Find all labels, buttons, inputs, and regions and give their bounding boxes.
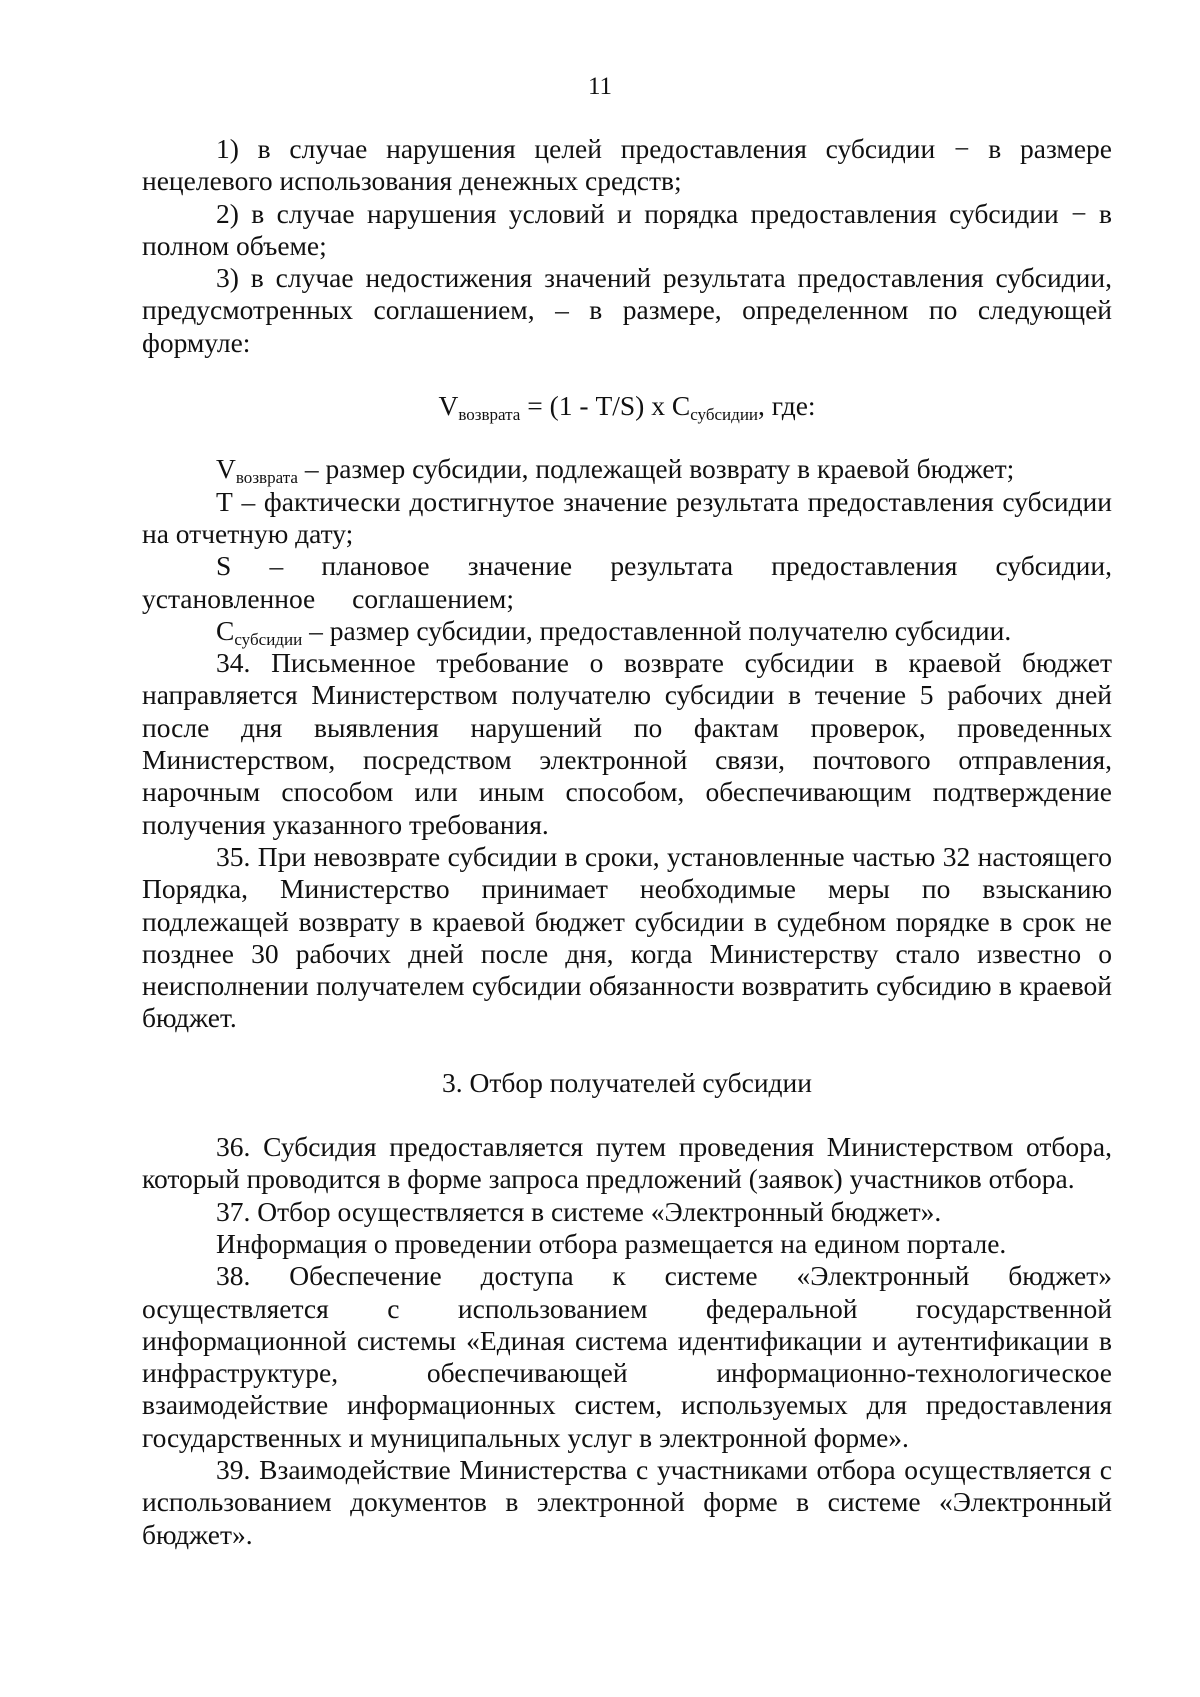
section-heading: 3. Отбор получателей субсидии [442,1066,812,1098]
definition-v [142,453,1112,488]
definition-s: S – плановое значение результата предоставления субсидии, установленное соглашением; [142,550,1112,614]
paragraph-39: 39. Взаимодействие Министерства с участниками отбора осуществляется с использованием документов в электронной форме в системе «Электронный бюджет». [142,1453,1112,1550]
formula-v-symbol: V [438,390,459,422]
list-item-2: 2) в случае нарушения условий и порядка предоставления субсидии − в полном объеме; [142,197,1112,261]
definition-c-subscript: субсидии [234,629,303,649]
document-body [142,133,1112,1551]
paragraph-35: 35. При невозврате субсидии в сроки, установленные частью 32 настоящего Порядка, Министерство принимает необходимые меры по взысканию подлежащей возврату в краевой бюджет субсидии в судебном порядке в срок не позднее 30 рабочих дней после дня, когда Министерству стало известно о неисполнении получателем субсидии обязанности возвратить субсидию в краевой бюджет. [142,840,1112,1034]
page-number: 11 [587,73,613,100]
definition-v-symbol: V [216,453,236,485]
formula-expression: = (1 - T/S) x C [520,390,691,422]
formula-tail: , где: [758,390,816,422]
list-item-1: 1) в случае нарушения целей предоставления субсидии − в размере нецелевого использования денежных средств; [142,133,1112,197]
formula [142,359,1112,453]
definition-t: Т – фактически достигнутое значение результата предоставления субсидии на отчетную дату; [142,485,1112,549]
paragraph-36: 36. Субсидия предоставляется путем проведения Министерством отбора, который проводится в форме запроса предложений (заявок) участников отбора. [142,1131,1112,1195]
formula-c-subscript: субсидии [690,404,759,424]
paragraph-34: 34. Письменное требование о возврате субсидии в краевой бюджет направляется Министерством получателю субсидии в течение 5 рабочих дней после дня выявления нарушений по фактам проверок, проведенных Министерством, посредством электронной связи, почтового отправления, нарочным способом или иным способом, обеспечивающим подтверждение получения указанного требования. [142,647,1112,840]
formula-v-subscript: возврата [458,404,521,424]
definition-c [142,615,1112,647]
paragraph-37: 37. Отбор осуществляется в системе «Электронный бюджет». [216,1195,942,1227]
definition-v-text: – размер субсидии, подлежащей возврату в краевой бюджет; [297,453,1015,485]
paragraph-37-info: Информация о проведении отбора размещается на едином портале. [216,1227,1007,1259]
list-item-3: 3) в случае недостижения значений результата предоставления субсидии, предусмотренных соглашением, – в размере, определенном по следующей формуле: [142,262,1112,358]
definition-v-subscript: возврата [235,468,298,488]
paragraph-38: 38. Обеспечение доступа к системе «Электронный бюджет» осуществляется с использованием федеральной государственной информационной системы «Единая система идентификации и аутентификации в инфраструктуре, обеспечивающей информационно-технологическое взаимодействие информационных систем, используемых для предоставления государственных и муниципальных услуг в электронной форме». [142,1260,1112,1453]
definition-c-text: – размер субсидии, предоставленной получателю субсидии. [302,614,1012,646]
definition-c-symbol: С [216,614,235,646]
